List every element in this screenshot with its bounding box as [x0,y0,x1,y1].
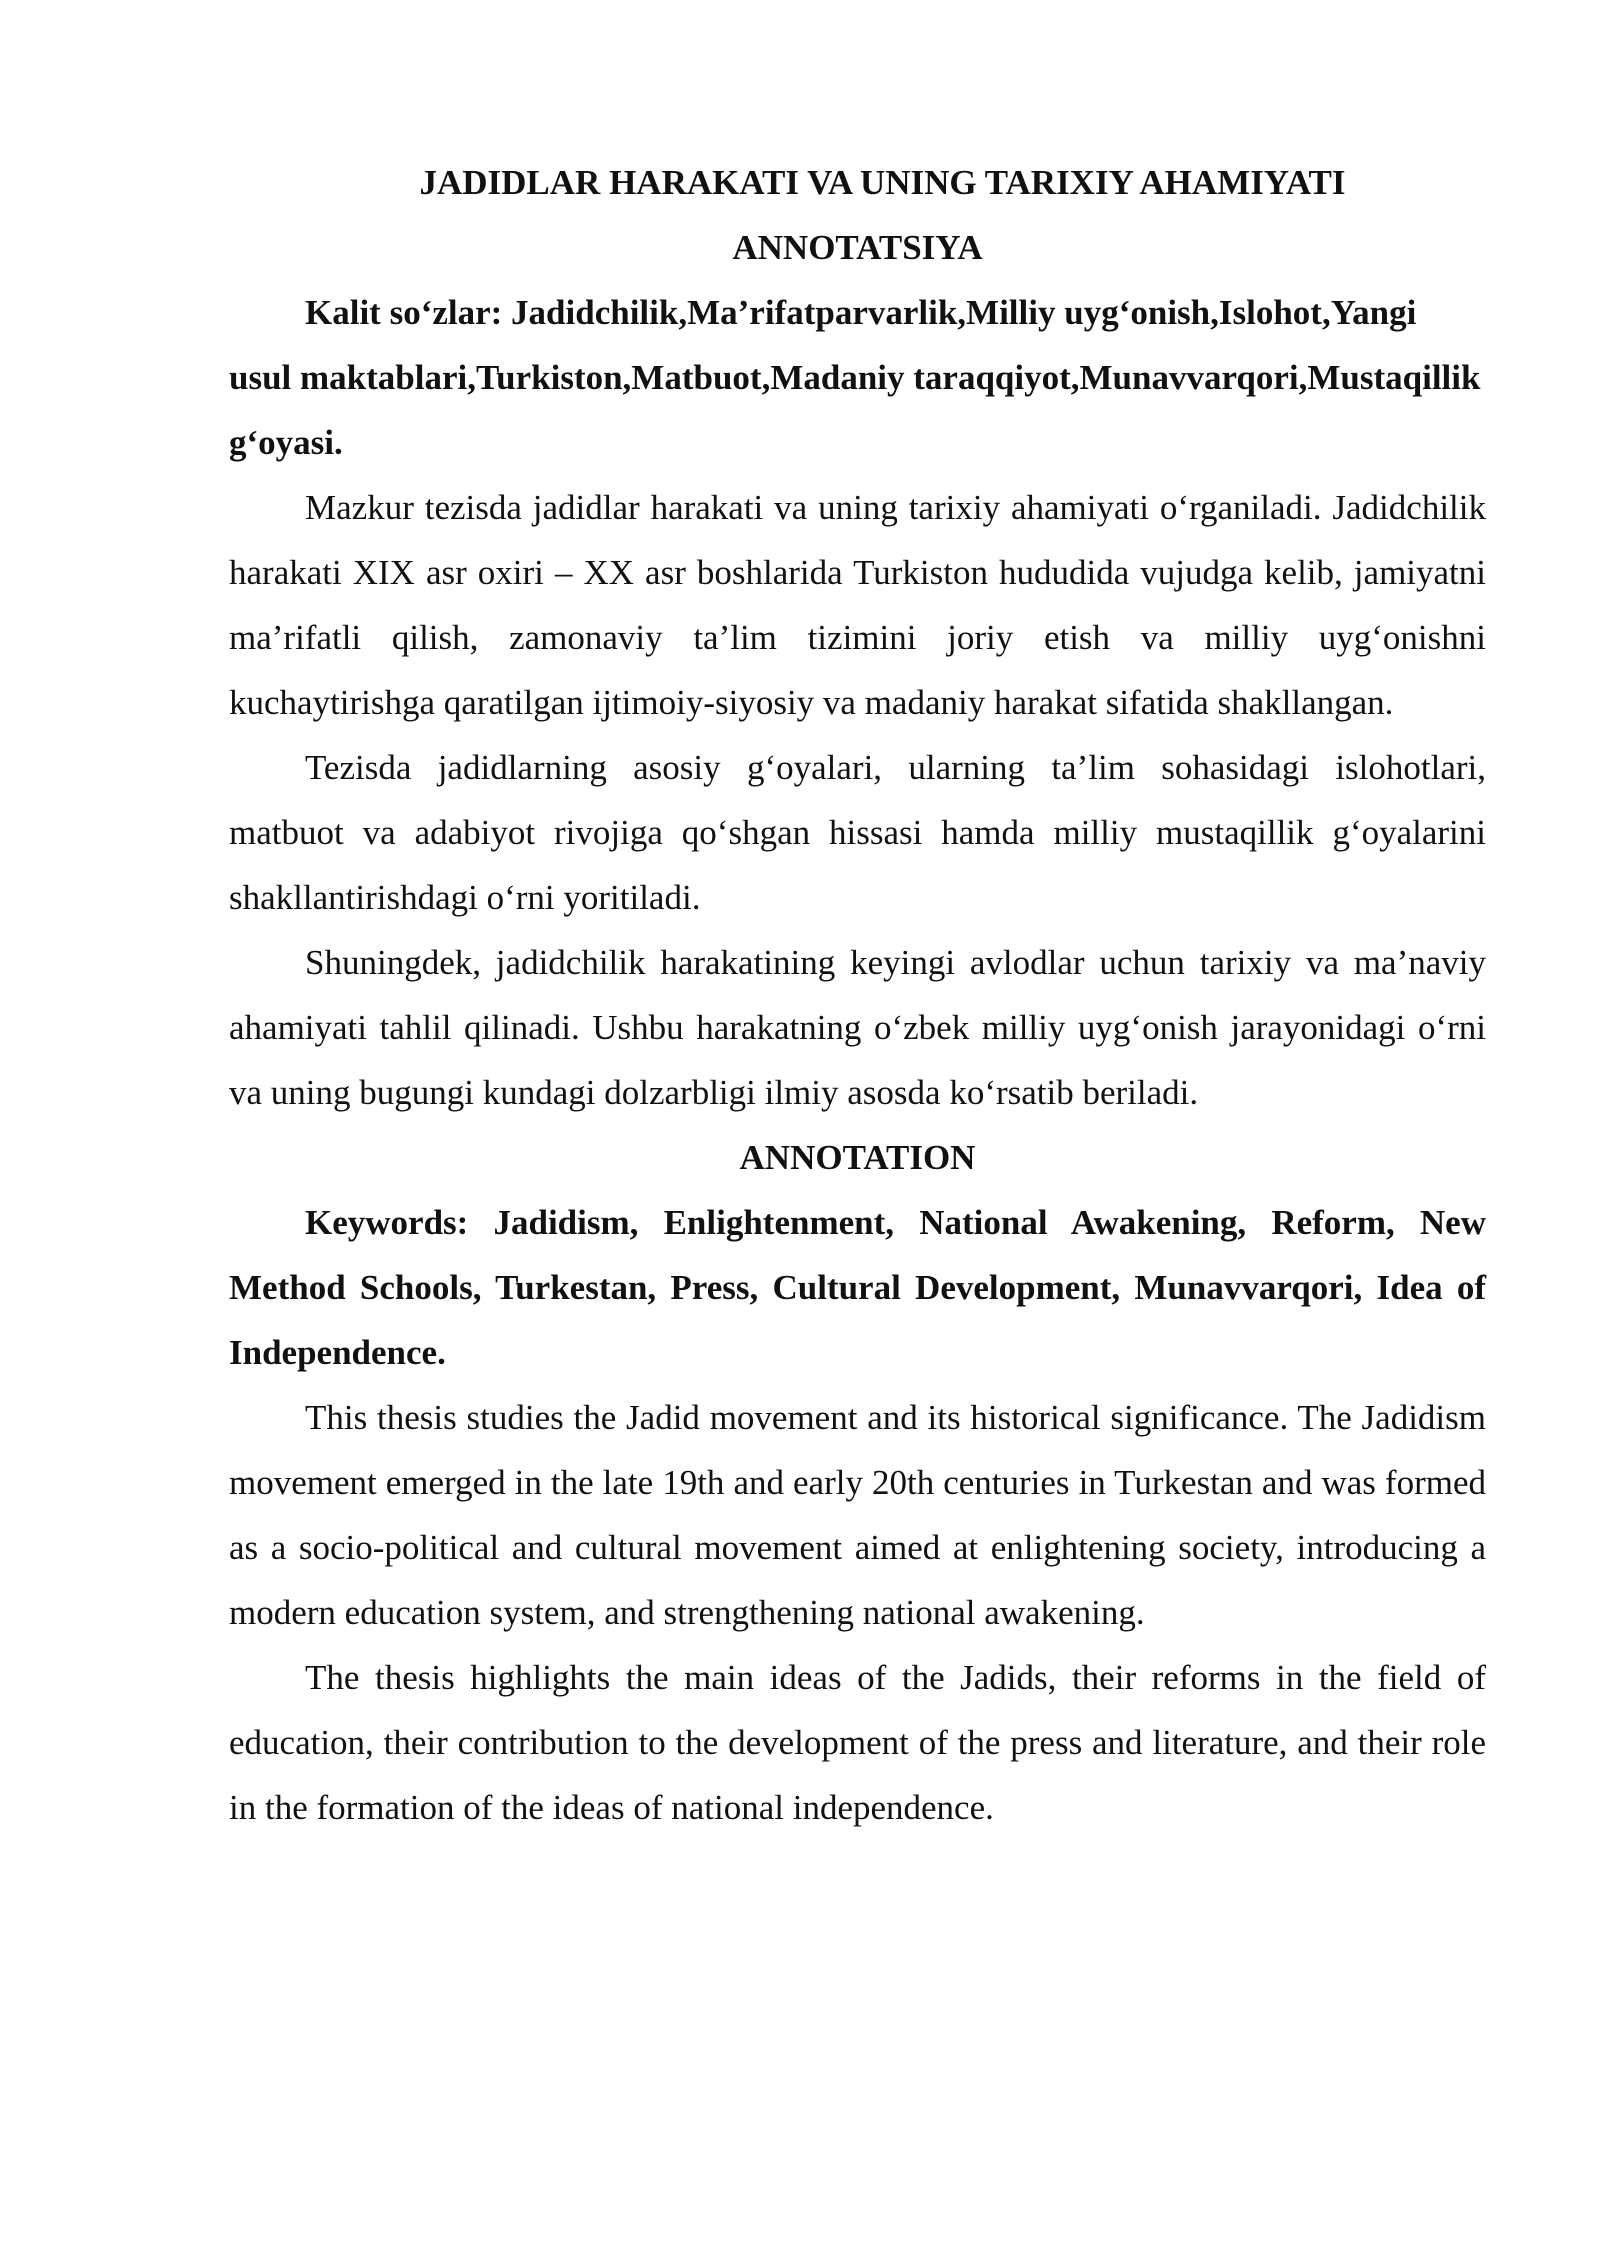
paragraph-en-1: This thesis studies the Jadid movement and its historical significance. The Jadidism movement emerged in the late 19th and early 20th centuries in Turkestan and was formed as a socio-political and cultural movement aimed at enlightening society, introducing a modern education system, and strengthening national awakening. [229,1398,1486,1632]
paragraph-uz-3: Shuningdek, jadidchilik harakatining keyingi avlodlar uchun tarixiy va ma’naviy ahamiyati tahlil qilinadi. Ushbu harakatning o‘zbek milliy uyg‘onish jarayonidagi o‘rni va uning bugungi kundagi dolzarbligi ilmiy asosda ko‘rsatib beriladi. [229,943,1486,1112]
paragraph-en-2: The thesis highlights the main ideas of the Jadids, their reforms in the field of education, their contribution to the development of the press and literature, and their role in the formation of the ideas of national independence. [229,1658,1486,1827]
paragraph-uz-2: Tezisda jadidlarning asosiy g‘oyalari, ularning ta’lim sohasidagi islohotlari, matbuot va adabiyot rivojiga qo‘shgan hissasi hamda milliy mustaqillik g‘oyalarini shakllantirishdagi o‘rni yoritiladi. [229,748,1486,917]
annotation-heading-en: ANNOTATION [739,1138,976,1177]
paragraph-uz-1: Mazkur tezisda jadidlar harakati va uning tarixiy ahamiyati o‘rganiladi. Jadidchilik harakati XIX asr oxiri – XX asr boshlarida Turkiston hududida vujudga kelib, jamiyatni ma’rifatli qilish, zamonaviy ta’lim tizimini joriy etish va milliy uyg‘onishni kuchaytirishga qaratilgan ijtimoiy-siyosiy va madaniy harakat sifatida shakllangan. [229,488,1486,722]
document-title: JADIDLAR HARAKATI VA UNING TARIXIY AHAMIYATI [419,163,1346,202]
document-page [229,150,1486,1840]
keywords-en: Keywords: Jadidism, Enlightenment, National Awakening, Reform, New Method Schools, Turkestan, Press, Cultural Development, Munavvarqori, Idea of Independence. [229,1203,1486,1372]
keywords-uz: Kalit so‘zlar: Jadidchilik,Ma’rifatparvarlik,Milliy uyg‘onish,Islohot,Yangi usul maktablari,Turkiston,Matbuot,Madaniy taraqqiyot,Munavvarqori,Mustaqillik g‘oyasi. [229,293,1481,462]
annotation-heading-uz: ANNOTATSIYA [732,228,983,267]
